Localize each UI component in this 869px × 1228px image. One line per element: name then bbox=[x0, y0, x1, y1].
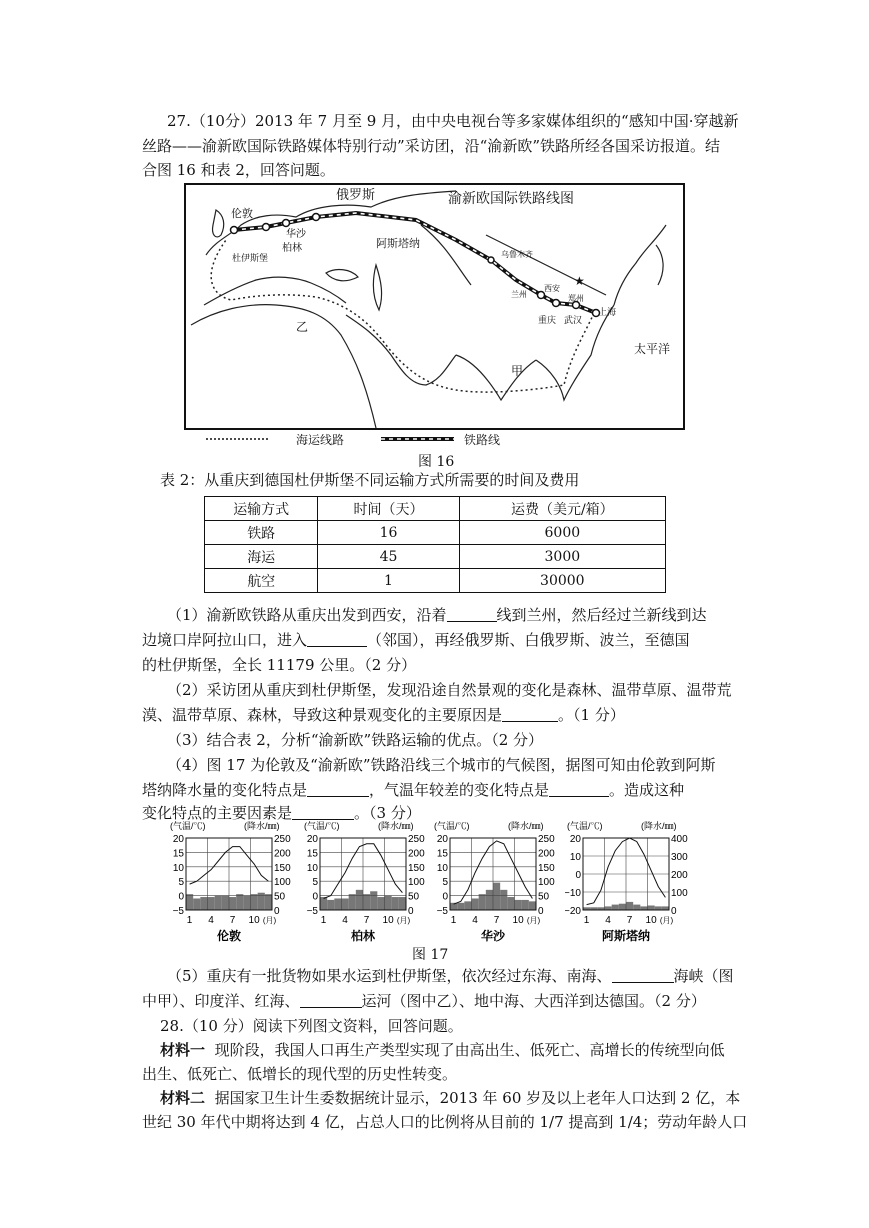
label-shanghai: 上海 bbox=[598, 307, 617, 317]
sub2-text-a: 漠、温带草原、森林，导致这种景观变化的主要原因是 bbox=[142, 706, 503, 724]
table-header-row bbox=[205, 497, 666, 521]
japan-coast bbox=[656, 245, 663, 285]
precipitation-tick-label: 100 bbox=[538, 877, 555, 889]
precipitation-tick-label: 0 bbox=[538, 906, 544, 917]
label-jia: 甲 bbox=[511, 364, 524, 378]
table-cell: 30000 bbox=[459, 569, 665, 593]
sub5-text-a: （5）重庆有一批货物如果水运到杜伊斯堡，依次经过东海、南海、 bbox=[167, 967, 612, 985]
climate-chart-svg bbox=[432, 818, 562, 950]
sub1-text-c: 边境口岸阿拉山口，进入 bbox=[142, 631, 308, 649]
temperature-tick-label: 20 bbox=[172, 834, 184, 845]
month-tick-label: 4 bbox=[605, 915, 611, 926]
month-tick-label: 7 bbox=[229, 915, 236, 926]
precipitation-bar bbox=[633, 905, 640, 910]
temperature-tick-label: 10 bbox=[436, 862, 448, 874]
q28-material-2-line-1 bbox=[160, 1088, 740, 1108]
table-cell: 3000 bbox=[459, 545, 665, 569]
temperature-axis-label: (气温/℃) bbox=[567, 821, 603, 831]
precipitation-bar bbox=[327, 900, 334, 910]
temperature-tick-label: 10 bbox=[172, 862, 184, 874]
month-tick-label: 7 bbox=[363, 915, 370, 926]
temperature-tick-label: 10 bbox=[569, 852, 581, 863]
precipitation-bar bbox=[500, 890, 507, 910]
precipitation-bar bbox=[193, 898, 200, 910]
precipitation-tick-label: 100 bbox=[671, 888, 688, 899]
precipitation-bar bbox=[486, 890, 493, 910]
label-yi: 乙 bbox=[296, 320, 309, 334]
temperature-tick-label: 20 bbox=[306, 834, 318, 845]
material-1-label: 材料一 bbox=[160, 1041, 206, 1059]
temperature-axis-label: (气温/℃) bbox=[304, 821, 340, 831]
precipitation-bar bbox=[349, 894, 356, 910]
q27-intro-line-1: 27.（10分）2013 年 7 月至 9 月，由中央电视台等多家媒体组织的“感知中国·穿越新 bbox=[167, 112, 739, 130]
q28-material-1-line-2: 出生、低死亡、低增长的现代型的历史性转变。 bbox=[142, 1065, 458, 1083]
answer-blank[interactable] bbox=[307, 632, 367, 647]
q27-intro-line-3: 合图 16 和表 2，回答问题。 bbox=[142, 161, 335, 179]
precipitation-bar bbox=[662, 906, 669, 910]
precipitation-tick-label: 100 bbox=[408, 877, 425, 889]
precipitation-tick-label: 0 bbox=[274, 906, 280, 917]
temperature-tick-label: −10 bbox=[565, 888, 581, 899]
railway-map bbox=[184, 183, 685, 430]
precipitation-bar bbox=[392, 897, 399, 910]
table-cell: 16 bbox=[318, 521, 459, 545]
label-zhengzhou: 郑州 bbox=[568, 294, 584, 303]
sub2-text-b: 。（1 分） bbox=[558, 706, 625, 724]
month-unit-label: (月) bbox=[659, 916, 674, 925]
month-tick-label: 7 bbox=[626, 915, 633, 926]
precipitation-tick-label: 50 bbox=[274, 891, 286, 903]
table-cell: 6000 bbox=[459, 521, 665, 545]
precipitation-axis-label: (降水/㎜) bbox=[378, 821, 414, 831]
precipitation-tick-label: 0 bbox=[671, 906, 677, 917]
precipitation-tick-label: 50 bbox=[408, 891, 420, 903]
precipitation-tick-label: 200 bbox=[538, 848, 555, 860]
table-cell: 45 bbox=[318, 545, 459, 569]
precipitation-tick-label: 200 bbox=[274, 848, 291, 860]
answer-blank[interactable] bbox=[300, 993, 362, 1008]
europe-south-coast bbox=[204, 277, 346, 305]
month-tick-label: 10 bbox=[645, 915, 657, 926]
precipitation-tick-label: 200 bbox=[408, 848, 425, 860]
map-legend bbox=[206, 431, 686, 449]
month-unit-label: (月) bbox=[262, 916, 277, 925]
q27-sub1-line-2 bbox=[142, 630, 690, 650]
month-tick-label: 10 bbox=[512, 915, 524, 926]
answer-blank[interactable] bbox=[447, 607, 497, 622]
precipitation-tick-label: 50 bbox=[538, 891, 550, 903]
month-tick-label: 7 bbox=[493, 915, 500, 926]
precipitation-bar bbox=[370, 891, 377, 910]
label-london: 伦敦 bbox=[231, 208, 253, 220]
sea-route bbox=[211, 240, 594, 392]
material-2-text: 据国家卫生计生委数据统计显示，2013 年 60 岁及以上老年人口达到 2 亿，本 bbox=[214, 1089, 741, 1107]
label-lanzhou: 兰州 bbox=[511, 290, 527, 299]
sub1-text-b: 线到兰州，然后经过兰新线到达 bbox=[496, 606, 707, 624]
beijing-star-icon: ★ bbox=[574, 274, 585, 288]
temperature-tick-label: −20 bbox=[565, 906, 581, 917]
precipitation-bar bbox=[356, 890, 363, 910]
precipitation-bar bbox=[200, 897, 207, 910]
precipitation-axis-label: (降水/㎜) bbox=[244, 821, 280, 831]
month-tick-label: 10 bbox=[248, 915, 260, 926]
precipitation-bar bbox=[236, 894, 243, 910]
table-header: 运费（美元/箱） bbox=[459, 497, 665, 521]
q27-sub5-line-2 bbox=[142, 991, 706, 1011]
precipitation-bar bbox=[208, 897, 215, 910]
precipitation-tick-label: 150 bbox=[538, 862, 555, 874]
temperature-tick-label: 0 bbox=[442, 891, 448, 903]
temperature-axis-label: (气温/℃) bbox=[170, 821, 206, 831]
precipitation-bar bbox=[186, 894, 193, 910]
answer-blank[interactable] bbox=[549, 782, 609, 797]
china-coast bbox=[614, 225, 666, 305]
britain-coast bbox=[213, 210, 224, 237]
map-title: 渝新欧国际铁路线图 bbox=[448, 190, 574, 206]
climate-chart-svg bbox=[565, 818, 695, 950]
table-cell: 航空 bbox=[205, 569, 318, 593]
material-2-label: 材料二 bbox=[160, 1089, 206, 1107]
month-tick-label: 4 bbox=[342, 915, 348, 926]
temperature-tick-label: 20 bbox=[569, 834, 581, 845]
label-duisburg: 杜伊斯堡 bbox=[232, 253, 269, 263]
precipitation-bar bbox=[399, 897, 406, 910]
month-unit-label: (月) bbox=[526, 916, 541, 925]
city-name-label: 柏林 bbox=[350, 929, 376, 943]
climate-chart-berlin bbox=[302, 818, 432, 950]
precipitation-bar bbox=[320, 897, 327, 910]
sub1-text-a: （1）渝新欧铁路从重庆出发到西安，沿着 bbox=[167, 606, 447, 624]
sub5-text-d: 运河（图中乙）、地中海、大西洋到达德国。（2 分） bbox=[361, 992, 706, 1010]
railway-map-drawing bbox=[186, 185, 683, 428]
label-berlin: 柏林 bbox=[282, 243, 302, 254]
table-2-caption: 表 2：从重庆到德国杜伊斯堡不同运输方式所需要的时间及费用 bbox=[160, 471, 580, 489]
precipitation-bar bbox=[655, 906, 662, 910]
q27-intro-line-2: 丝路——渝新欧国际铁路媒体特别行动”采访团，沿“渝新欧”铁路所经各国采访报道。结 bbox=[142, 137, 721, 155]
label-pacific: 太平洋 bbox=[634, 342, 671, 356]
month-tick-label: 4 bbox=[208, 915, 214, 926]
figure-16-caption: 图 16 bbox=[418, 454, 455, 470]
precipitation-bar bbox=[522, 900, 529, 910]
label-astana: 阿斯塔纳 bbox=[376, 238, 420, 250]
precipitation-bar bbox=[515, 900, 522, 910]
precipitation-tick-label: 0 bbox=[408, 906, 414, 917]
precipitation-bar bbox=[464, 901, 471, 910]
caspian-sea bbox=[373, 265, 381, 310]
climate-chart-svg bbox=[302, 818, 432, 950]
precipitation-bar bbox=[265, 894, 272, 910]
temperature-tick-label: 5 bbox=[442, 877, 448, 889]
precipitation-bar bbox=[342, 898, 349, 910]
legend-rail-label: 铁路线 bbox=[464, 433, 501, 447]
city-name-label: 华沙 bbox=[480, 929, 506, 943]
month-unit-label: (月) bbox=[396, 916, 411, 925]
sub1-text-d: （邻国），再经俄罗斯、白俄罗斯、波兰，至德国 bbox=[367, 631, 690, 649]
precipitation-tick-label: 200 bbox=[671, 870, 688, 881]
material-1-text: 现阶段，我国人口再生产类型实现了由高出生、低死亡、高增长的传统型向低 bbox=[214, 1041, 725, 1059]
precipitation-bar bbox=[457, 903, 464, 910]
temperature-tick-label: 10 bbox=[306, 862, 318, 874]
precipitation-axis-label: (降水/㎜) bbox=[641, 821, 677, 831]
precipitation-bar bbox=[507, 897, 514, 910]
table-row bbox=[205, 545, 666, 569]
temperature-axis-label: (气温/℃) bbox=[434, 821, 470, 831]
label-wuhan: 武汉 bbox=[564, 315, 583, 325]
precipitation-bar bbox=[215, 896, 222, 910]
precipitation-bar bbox=[472, 898, 479, 910]
month-tick-label: 1 bbox=[186, 915, 193, 926]
city-name-label: 阿斯塔纳 bbox=[601, 929, 651, 943]
arabia-coast bbox=[346, 315, 456, 385]
precipitation-bar bbox=[619, 904, 626, 910]
temperature-tick-label: 15 bbox=[172, 848, 184, 860]
temperature-tick-label: −5 bbox=[436, 906, 448, 917]
answer-blank[interactable] bbox=[307, 782, 369, 797]
precipitation-bar bbox=[648, 906, 655, 911]
precipitation-bar bbox=[377, 897, 384, 910]
temperature-tick-label: −5 bbox=[172, 906, 184, 917]
month-tick-label: 4 bbox=[472, 915, 478, 926]
temperature-tick-label: 20 bbox=[436, 834, 448, 845]
temperature-tick-label: 0 bbox=[575, 870, 581, 881]
figure-17-caption: 图 17 bbox=[412, 947, 449, 963]
africa-coast bbox=[191, 305, 376, 428]
precipitation-bar bbox=[243, 896, 250, 910]
sub4-text-a: 塔纳降水量的变化特点是 bbox=[142, 781, 308, 799]
q27-sub4-line-1: （4）图 17 为伦敦及“渝新欧”铁路沿线三个城市的气候图，据图可知由伦敦到阿斯 bbox=[167, 756, 716, 774]
answer-blank[interactable] bbox=[612, 968, 674, 983]
sub4-text-b: ，气温年较差的变化特点是 bbox=[369, 781, 550, 799]
table-cell: 海运 bbox=[205, 545, 318, 569]
india-coast bbox=[456, 355, 536, 400]
precipitation-bar bbox=[385, 896, 392, 910]
climate-chart-london bbox=[168, 818, 298, 950]
month-tick-label: 1 bbox=[450, 915, 457, 926]
precipitation-bar bbox=[529, 901, 536, 910]
climate-chart-astana bbox=[565, 818, 697, 950]
q28-material-1-line-1 bbox=[160, 1040, 725, 1060]
label-chongqing: 重庆 bbox=[538, 315, 557, 325]
sub5-text-b: 海峡（图 bbox=[673, 967, 734, 985]
temperature-tick-label: −5 bbox=[306, 906, 318, 917]
precipitation-tick-label: 400 bbox=[671, 834, 688, 845]
city-name-label: 伦敦 bbox=[216, 929, 242, 943]
sub5-text-c: 中甲）、印度洋、红海、 bbox=[142, 992, 300, 1010]
transport-table bbox=[204, 496, 666, 593]
sub4-text-e: 。（3 分） bbox=[354, 804, 421, 822]
precipitation-tick-label: 150 bbox=[274, 862, 291, 874]
precipitation-bar bbox=[229, 897, 236, 910]
month-tick-label: 1 bbox=[583, 915, 590, 926]
q27-sub1-line-1 bbox=[167, 605, 707, 625]
precipitation-bar bbox=[493, 883, 500, 910]
month-tick-label: 10 bbox=[382, 915, 394, 926]
temperature-tick-label: 15 bbox=[306, 848, 318, 860]
precipitation-tick-label: 250 bbox=[538, 834, 555, 845]
temperature-tick-label: 0 bbox=[178, 891, 184, 903]
q27-sub3: （3）结合表 2，分析“渝新欧”铁路运输的优点。（2 分） bbox=[167, 731, 544, 749]
table-cell: 铁路 bbox=[205, 521, 318, 545]
label-urumqi: 乌鲁木齐 bbox=[501, 250, 533, 259]
answer-blank[interactable] bbox=[502, 707, 558, 722]
precipitation-bar bbox=[363, 894, 370, 910]
precipitation-bar bbox=[626, 902, 633, 910]
temperature-tick-label: 5 bbox=[312, 877, 318, 889]
precipitation-tick-label: 250 bbox=[408, 834, 425, 845]
precipitation-tick-label: 300 bbox=[671, 852, 688, 863]
label-warsaw: 华沙 bbox=[286, 229, 306, 240]
precipitation-tick-label: 150 bbox=[408, 862, 425, 874]
temperature-tick-label: 5 bbox=[178, 877, 184, 889]
precipitation-axis-label: (降水/㎜) bbox=[508, 821, 544, 831]
black-sea bbox=[326, 270, 358, 281]
month-tick-label: 1 bbox=[320, 915, 327, 926]
precipitation-bar bbox=[251, 894, 258, 910]
precipitation-bar bbox=[612, 905, 619, 910]
precipitation-bar bbox=[605, 906, 612, 910]
table-header: 时间（天） bbox=[318, 497, 459, 521]
table-header: 运输方式 bbox=[205, 497, 318, 521]
q28-material-2-line-2: 世纪 30 年代中期将达到 4 亿，占总人口的比例将从目前的 1/7 提高到 1/4；劳动年龄人口 bbox=[142, 1113, 748, 1131]
q27-sub2-line-2 bbox=[142, 705, 625, 725]
table-row bbox=[205, 569, 666, 593]
q28-intro: 28.（10 分）阅读下列图文资料，回答问题。 bbox=[160, 1017, 463, 1035]
q27-sub4-line-2 bbox=[142, 780, 684, 800]
sub4-text-c: 。造成这种 bbox=[609, 781, 685, 799]
precipitation-bar bbox=[479, 894, 486, 910]
climate-chart-warsaw bbox=[432, 818, 562, 950]
precipitation-bar bbox=[222, 896, 229, 910]
legend-sea-label: 海运线路 bbox=[296, 433, 345, 447]
temperature-tick-label: 0 bbox=[312, 891, 318, 903]
precipitation-tick-label: 250 bbox=[274, 834, 291, 845]
label-russia: 俄罗斯 bbox=[336, 187, 376, 202]
q27-sub5-line-1 bbox=[167, 966, 734, 986]
precipitation-bar bbox=[640, 906, 647, 910]
sub4-text-d: 变化特点的主要因素是 bbox=[142, 804, 293, 822]
q27-sub1-line-3: 的杜伊斯堡，全长 11179 公里。（2 分） bbox=[142, 656, 417, 674]
precipitation-bar bbox=[334, 898, 341, 910]
q27-sub2-line-1: （2）采访团从重庆到杜伊斯堡，发现沿途自然景观的变化是森林、温带草原、温带荒 bbox=[167, 681, 732, 699]
legend-lines bbox=[206, 431, 686, 449]
table-cell: 1 bbox=[318, 569, 459, 593]
climate-chart-svg bbox=[168, 818, 298, 950]
temperature-tick-label: 15 bbox=[436, 848, 448, 860]
label-xian: 西安 bbox=[544, 284, 560, 293]
table-row bbox=[205, 521, 666, 545]
precipitation-tick-label: 100 bbox=[274, 877, 291, 889]
